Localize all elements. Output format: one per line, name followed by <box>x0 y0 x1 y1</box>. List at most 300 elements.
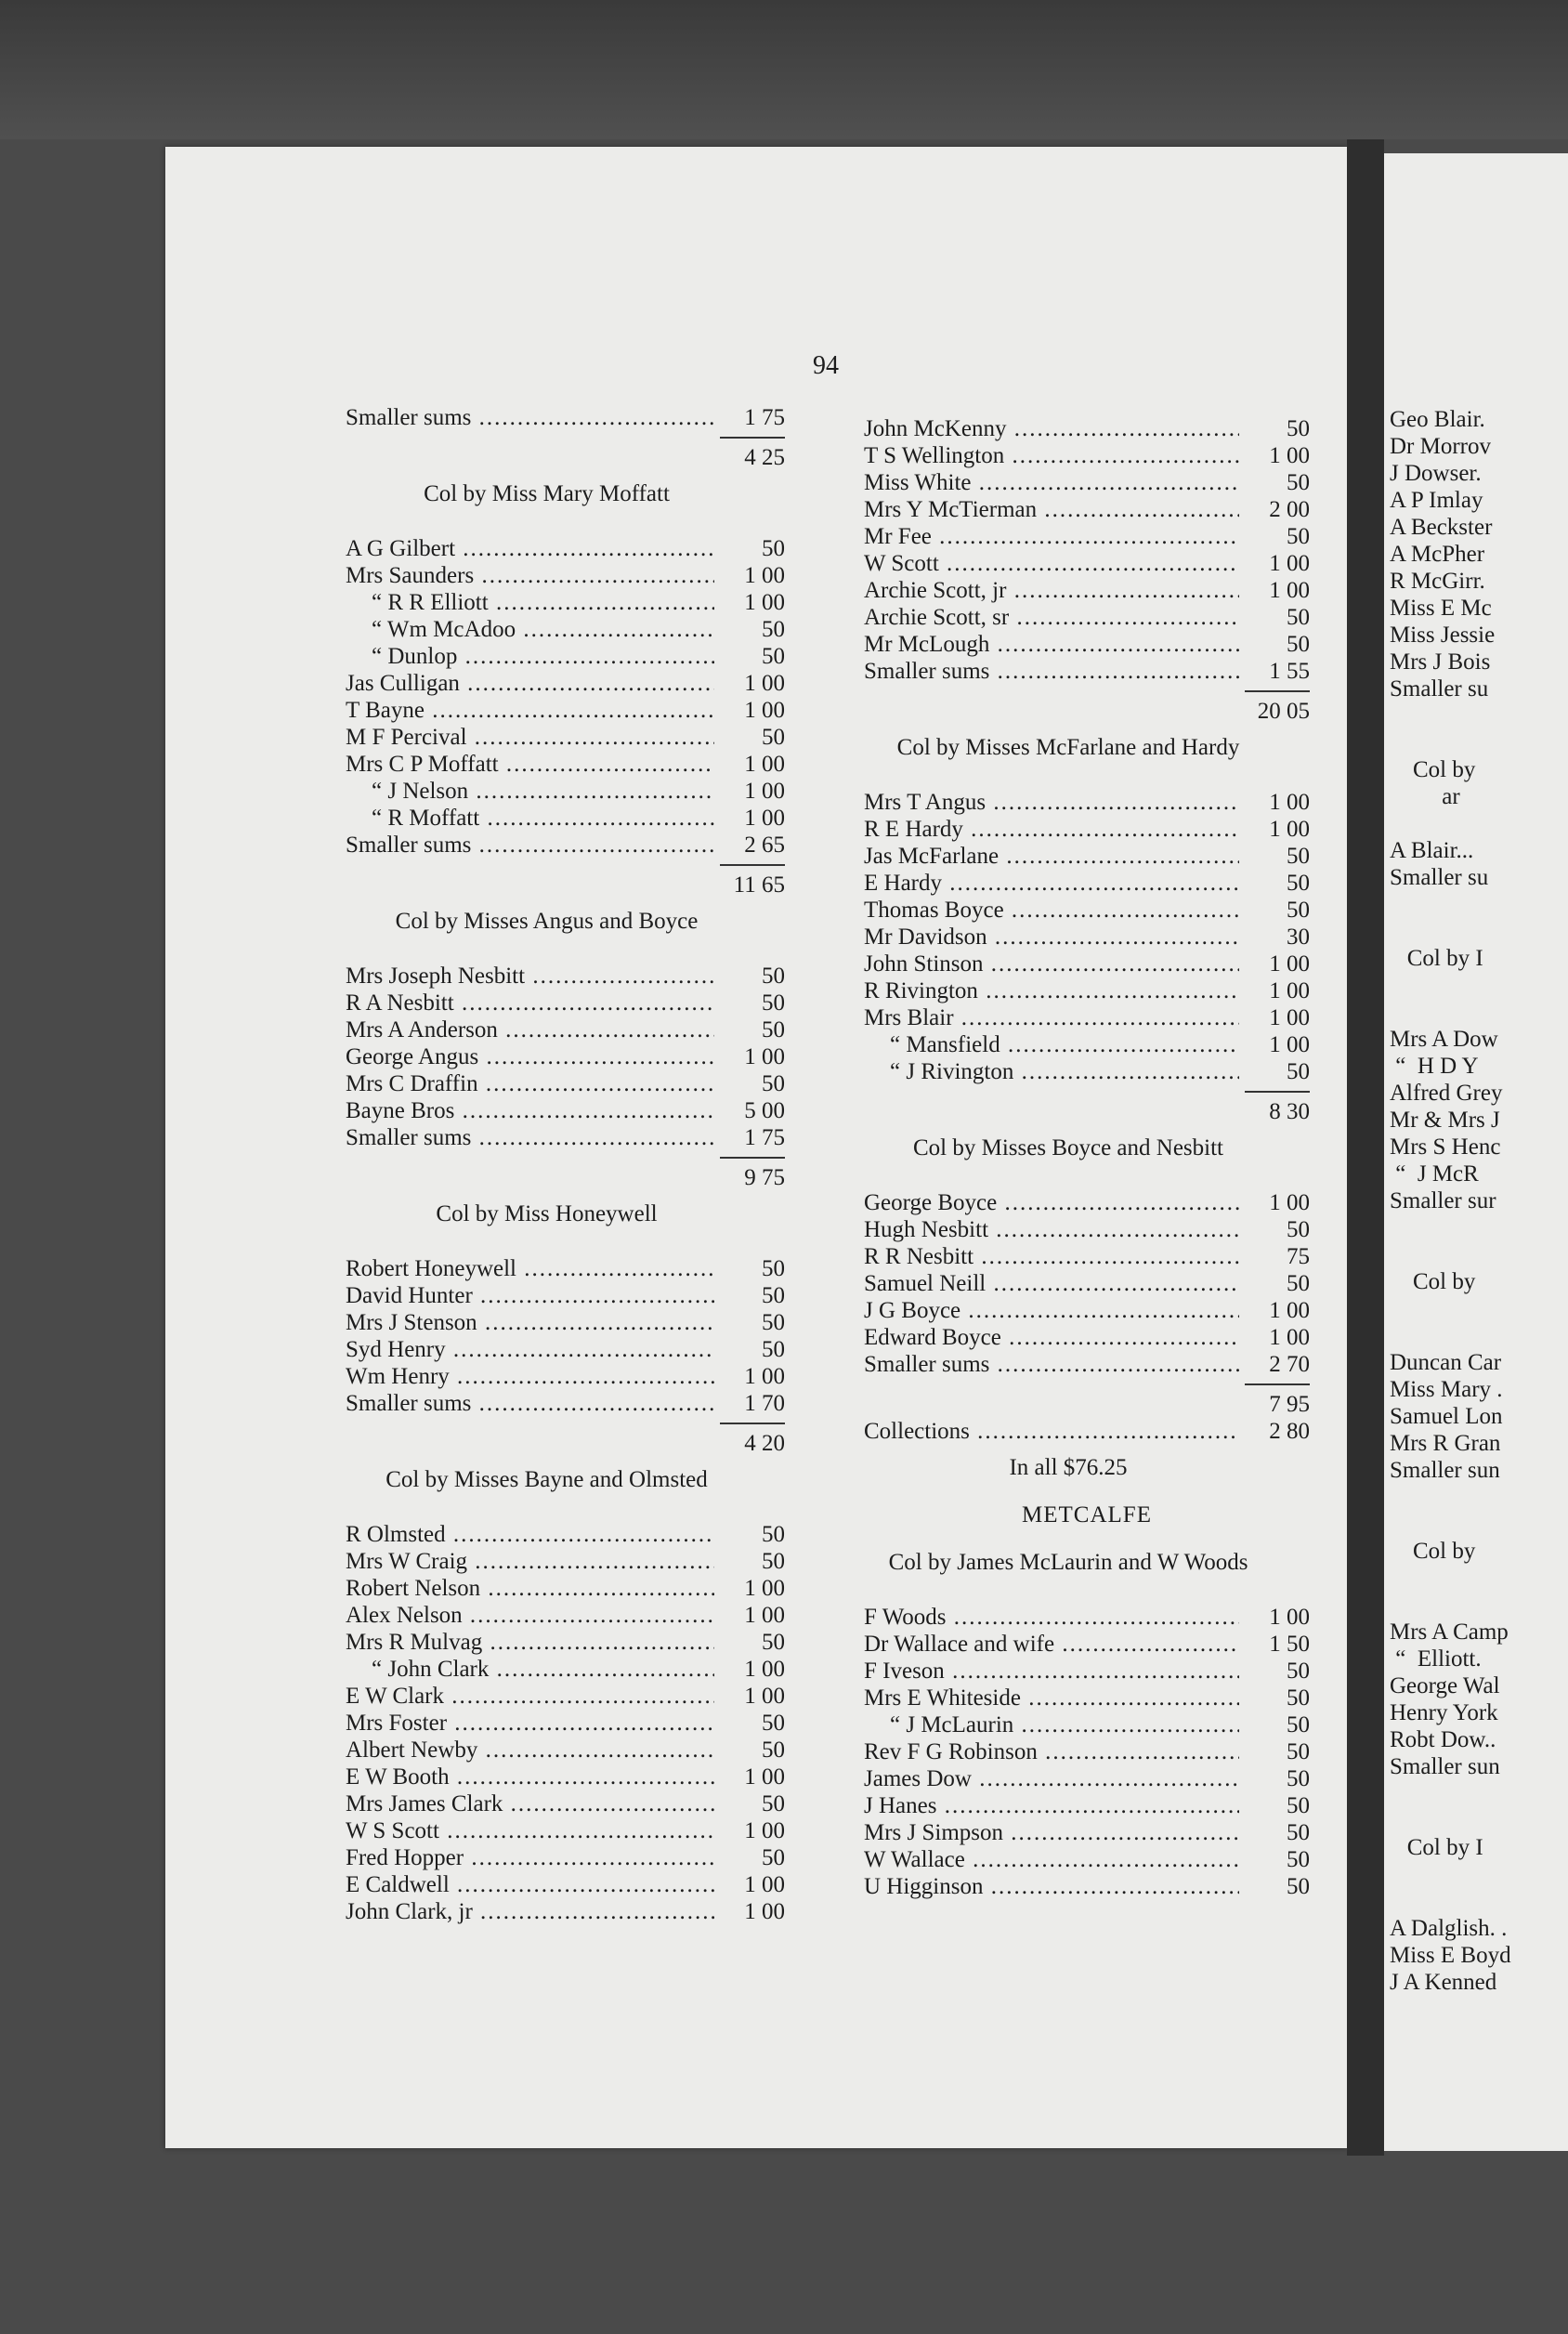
contributor-name: Smaller sums ..... <box>864 1351 1239 1378</box>
contributor-name: Smaller sums ..... <box>864 658 1239 685</box>
facing-page-line <box>1390 1511 1511 1538</box>
contributor-name: Mr Fee ..... <box>864 523 1239 550</box>
amount: 2 00 <box>1269 497 1310 522</box>
amount: 50 <box>762 1630 785 1655</box>
list-item <box>864 924 1310 951</box>
amount: 1 55 <box>1269 659 1310 684</box>
facing-page-line <box>1390 918 1511 945</box>
list-item <box>346 697 785 724</box>
facing-page-line <box>1390 891 1511 918</box>
amount: 50 <box>1287 524 1310 549</box>
middle-column <box>864 415 1310 1900</box>
contributor-name: J G Boyce ..... <box>864 1297 1239 1324</box>
amount: 50 <box>1287 1793 1310 1818</box>
contributor-name: Miss White ..... <box>864 469 1239 496</box>
contributor-name: Alex Nelson ..... <box>346 1602 714 1629</box>
list-item <box>346 1737 785 1764</box>
facing-page-line: Miss Jessie <box>1390 623 1496 648</box>
facing-page-text <box>1390 406 1511 1996</box>
amount: 1 00 <box>1269 1190 1310 1215</box>
list-item <box>864 442 1310 469</box>
contributor-name: Mrs C P Moffatt ..... <box>346 751 714 778</box>
list-item <box>346 1016 785 1043</box>
facing-page-line: A Blair... <box>1390 838 1474 863</box>
facing-page-line: “ H D Y <box>1390 1054 1479 1079</box>
amount: 50 <box>1287 1739 1310 1764</box>
facing-page-line: Col by <box>1390 1269 1476 1294</box>
facing-page-line: Samuel Lon <box>1390 1404 1503 1429</box>
facing-page-line: Smaller sun <box>1390 1754 1500 1779</box>
list-item <box>864 1418 1310 1445</box>
list-item <box>346 1898 785 1925</box>
contributor-name: E Hardy ..... <box>864 870 1239 897</box>
amount: 50 <box>1287 1766 1310 1791</box>
facing-page-line: Mrs A Camp <box>1390 1619 1509 1645</box>
amount: 1 00 <box>1269 551 1310 576</box>
scan-background-top <box>0 0 1568 139</box>
amount: 50 <box>762 964 785 989</box>
contributor-name: J Hanes ..... <box>864 1792 1239 1819</box>
list-item <box>346 990 785 1016</box>
contributor-name: Mrs Blair ..... <box>864 1004 1239 1031</box>
amount: 50 <box>1287 605 1310 630</box>
list-item <box>346 1255 785 1282</box>
facing-page-line: “ J McR <box>1390 1161 1479 1187</box>
facing-page-line: Col by I <box>1390 1835 1483 1860</box>
contributor-name: Jas Culligan ..... <box>346 670 714 697</box>
facing-page-line <box>1390 1861 1511 1888</box>
contributor-name: Mrs J Stenson ..... <box>346 1309 714 1336</box>
list-item <box>346 1683 785 1710</box>
amount: 1 00 <box>1269 578 1310 603</box>
list-item <box>346 643 785 670</box>
contributor-name: Robert Nelson ..... <box>346 1575 714 1602</box>
collector-heading: Col by Miss Honeywell <box>436 1201 658 1226</box>
contributor-name: Mrs James Clark ..... <box>346 1790 714 1817</box>
contributor-name: John Clark, jr ..... <box>346 1898 714 1925</box>
list-item <box>346 1097 785 1124</box>
contributor-name: R R Nesbitt ..... <box>864 1243 1239 1270</box>
contributor-name: Smaller sums ..... <box>346 1124 714 1151</box>
list-item <box>864 658 1310 685</box>
facing-page-line: Smaller sur <box>1390 1188 1496 1213</box>
amount: 1 00 <box>1269 1005 1310 1030</box>
contributor-name: “ Mansfield ..... <box>864 1031 1239 1058</box>
facing-page-line: George Wal <box>1390 1673 1500 1698</box>
amount: 50 <box>1287 1685 1310 1711</box>
amount: 1 00 <box>1269 978 1310 1003</box>
amount: 50 <box>762 1549 785 1574</box>
facing-page-line: Alfred Grey <box>1390 1081 1503 1106</box>
list-item <box>864 870 1310 897</box>
list-item <box>864 1846 1310 1873</box>
list-item <box>346 1656 785 1683</box>
amount: 50 <box>762 1071 785 1096</box>
amount: 5 00 <box>744 1098 785 1123</box>
facing-page-line <box>1390 972 1511 999</box>
list-item <box>346 751 785 778</box>
contributor-name: Hugh Nesbitt ..... <box>864 1216 1239 1243</box>
contributor-name: Smaller sums ..... <box>346 1390 714 1417</box>
amount: 1 00 <box>1269 1325 1310 1350</box>
amount: 50 <box>1287 1847 1310 1872</box>
list-item <box>864 1658 1310 1685</box>
facing-page-line <box>1390 1295 1511 1322</box>
contributor-name: Samuel Neill ..... <box>864 1270 1239 1297</box>
list-item <box>864 1031 1310 1058</box>
amount: 2 80 <box>1269 1419 1310 1444</box>
amount: 1 00 <box>744 671 785 696</box>
contributor-name: R A Nesbitt ..... <box>346 990 714 1016</box>
amount: 50 <box>1287 632 1310 657</box>
list-item <box>864 843 1310 870</box>
facing-page-line: A P Imlay <box>1390 488 1483 513</box>
amount: 50 <box>762 1737 785 1763</box>
facing-page-line: J Dowser. <box>1390 461 1482 486</box>
contributor-name: Archie Scott, jr ..... <box>864 577 1239 604</box>
contributor-name: “ R R Elliott ..... <box>346 589 714 616</box>
list-item <box>864 1738 1310 1765</box>
list-item <box>864 1297 1310 1324</box>
list-item <box>864 469 1310 496</box>
list-item <box>346 832 785 859</box>
amount: 50 <box>762 1845 785 1870</box>
collector-heading: In all $76.25 <box>1009 1455 1128 1480</box>
list-item <box>346 1124 785 1151</box>
contributor-name: John McKenny ..... <box>864 415 1239 442</box>
amount: 1 00 <box>744 1684 785 1709</box>
amount: 50 <box>1287 1659 1310 1684</box>
amount: 1 00 <box>744 1044 785 1069</box>
list-item <box>864 897 1310 924</box>
contributor-name: A G Gilbert ..... <box>346 535 714 562</box>
contributor-name: W Scott ..... <box>864 550 1239 577</box>
list-item <box>346 535 785 562</box>
amount: 75 <box>1287 1244 1310 1269</box>
facing-page-line: Duncan Car <box>1390 1350 1502 1375</box>
amount: 50 <box>1287 844 1310 869</box>
amount: 50 <box>762 1791 785 1816</box>
list-item <box>864 577 1310 604</box>
facing-page-line: Mrs R Gran <box>1390 1431 1501 1456</box>
facing-page-line <box>1390 999 1511 1026</box>
list-item <box>346 562 785 589</box>
facing-page-line <box>1390 1484 1511 1511</box>
list-item <box>346 670 785 697</box>
facing-page-line: Smaller sun <box>1390 1458 1500 1483</box>
contributor-name: Robert Honeywell ..... <box>346 1255 714 1282</box>
contributor-name: Mrs Y McTierman ..... <box>864 496 1239 523</box>
contributor-name: Thomas Boyce ..... <box>864 897 1239 924</box>
facing-page-line <box>1390 1888 1511 1915</box>
amount: 1 00 <box>744 779 785 804</box>
amount: 1 00 <box>1269 817 1310 842</box>
sum-rule <box>346 859 785 872</box>
contributor-name: W Wallace ..... <box>864 1846 1239 1873</box>
list-item <box>346 1629 785 1656</box>
subtotal: 4 20 <box>744 1431 785 1456</box>
contributor-name: Mrs E Whiteside ..... <box>864 1685 1239 1711</box>
subtotal: 7 95 <box>1269 1392 1310 1417</box>
facing-page-line <box>1390 1592 1511 1619</box>
amount: 1 70 <box>744 1391 785 1416</box>
collector-heading: Col by Misses McFarlane and Hardy <box>896 735 1240 760</box>
list-item <box>864 631 1310 658</box>
facing-page-line <box>1390 702 1511 729</box>
facing-page-line <box>1390 1322 1511 1349</box>
list-item <box>346 1363 785 1390</box>
list-item <box>346 1764 785 1790</box>
collector-heading: Col by Miss Mary Moffatt <box>424 481 670 506</box>
facing-page-line: A Dalglish. . <box>1390 1916 1508 1941</box>
facing-page-line <box>1390 729 1511 756</box>
contributor-name: Mr Davidson ..... <box>864 924 1239 951</box>
amount: 1 00 <box>744 1576 785 1601</box>
amount: 50 <box>1287 416 1310 441</box>
list-item <box>346 1575 785 1602</box>
facing-page-line: “ Elliott. <box>1390 1646 1482 1672</box>
contributor-name: “ Wm McAdoo ..... <box>346 616 714 643</box>
list-item <box>864 1711 1310 1738</box>
amount: 1 00 <box>744 1872 785 1897</box>
list-item <box>864 1819 1310 1846</box>
list-item <box>864 1004 1310 1031</box>
list-item <box>346 1336 785 1363</box>
amount: 1 00 <box>744 752 785 777</box>
list-item <box>864 1765 1310 1792</box>
facing-page-line: ar <box>1390 784 1460 809</box>
facing-page-line: A McPher <box>1390 542 1485 567</box>
list-item <box>346 1282 785 1309</box>
facing-page-line <box>1390 1807 1511 1834</box>
list-item <box>346 616 785 643</box>
amount: 1 00 <box>744 590 785 615</box>
subtotal: 11 65 <box>733 872 785 898</box>
amount: 50 <box>1287 1271 1310 1296</box>
amount: 50 <box>1287 1874 1310 1899</box>
contributor-name: E W Booth ..... <box>346 1764 714 1790</box>
contributor-name: U Higginson ..... <box>864 1873 1239 1900</box>
sum-rule <box>864 685 1310 698</box>
facing-page-line: Robt Dow.. <box>1390 1727 1496 1752</box>
list-item <box>346 1844 785 1871</box>
contributor-name: R E Hardy ..... <box>864 816 1239 843</box>
contributor-name: Bayne Bros ..... <box>346 1097 714 1124</box>
subtotal: 4 25 <box>744 445 785 470</box>
list-item <box>346 805 785 832</box>
contributor-name: M F Percival ..... <box>346 724 714 751</box>
facing-page-line: Mr & Mrs J <box>1390 1108 1500 1133</box>
list-item <box>346 589 785 616</box>
contributor-name: Mrs Foster ..... <box>346 1710 714 1737</box>
amount: 1 00 <box>744 1603 785 1628</box>
amount: 50 <box>1287 898 1310 923</box>
amount: 1 00 <box>1269 1032 1310 1057</box>
list-item <box>864 1685 1310 1711</box>
contributor-name: T Bayne ..... <box>346 697 714 724</box>
list-item <box>346 963 785 990</box>
facing-page-line: Mrs A Dow <box>1390 1027 1498 1052</box>
facing-page-line <box>1390 1241 1511 1268</box>
facing-page-line: Dr Morrov <box>1390 434 1492 459</box>
list-item <box>346 1548 785 1575</box>
list-item <box>864 1243 1310 1270</box>
amount: 50 <box>762 617 785 642</box>
facing-page-line: J A Kenned <box>1390 1970 1497 1995</box>
list-item <box>864 951 1310 977</box>
facing-page <box>1384 153 1568 2151</box>
sum-rule <box>864 1085 1310 1098</box>
contributor-name: E Caldwell ..... <box>346 1871 714 1898</box>
facing-page-line: A Beckster <box>1390 515 1493 540</box>
list-item <box>864 816 1310 843</box>
contributor-name: Mrs W Craig ..... <box>346 1548 714 1575</box>
facing-page-line: Smaller su <box>1390 865 1489 890</box>
list-item <box>346 1871 785 1898</box>
contributor-name: W S Scott ..... <box>346 1817 714 1844</box>
contributor-name: Archie Scott, sr ..... <box>864 604 1239 631</box>
facing-page-line <box>1390 1565 1511 1592</box>
contributor-name: Mrs T Angus ..... <box>864 789 1239 816</box>
amount: 50 <box>762 536 785 561</box>
facing-page-line <box>1390 1780 1511 1807</box>
amount: 50 <box>762 1337 785 1362</box>
amount: 50 <box>762 1310 785 1335</box>
list-item <box>864 1324 1310 1351</box>
list-item <box>864 496 1310 523</box>
contributor-name: “ John Clark ..... <box>346 1656 714 1683</box>
facing-page-line: Geo Blair. <box>1390 407 1485 432</box>
list-item <box>346 1602 785 1629</box>
list-item <box>864 977 1310 1004</box>
collector-heading: Col by Misses Boyce and Nesbitt <box>912 1135 1223 1160</box>
amount: 30 <box>1287 924 1310 950</box>
left-column <box>346 404 785 1925</box>
amount: 1 50 <box>1269 1632 1310 1657</box>
facing-page-line: Col by I <box>1390 946 1483 971</box>
contributor-name: “ J Rivington ..... <box>864 1058 1239 1085</box>
collector-heading: Col by Misses Bayne and Olmsted <box>385 1467 708 1492</box>
amount: 50 <box>1287 1820 1310 1845</box>
contributor-name: George Boyce ..... <box>864 1189 1239 1216</box>
subtotal: 9 75 <box>744 1165 785 1190</box>
list-item <box>864 1351 1310 1378</box>
section-title: METCALFE <box>1022 1502 1152 1528</box>
amount: 1 00 <box>744 806 785 831</box>
subtotal: 20 05 <box>1257 699 1310 724</box>
contributor-name: Smaller sums ..... <box>346 404 714 431</box>
facing-page-line <box>1390 1214 1511 1241</box>
list-item <box>864 1873 1310 1900</box>
amount: 2 65 <box>744 833 785 858</box>
amount: 50 <box>762 990 785 1016</box>
collector-heading: Col by James McLaurin and W Woods <box>888 1550 1248 1575</box>
amount: 50 <box>762 1711 785 1736</box>
contributor-name: F Iveson ..... <box>864 1658 1239 1685</box>
facing-page-line: Miss Mary . <box>1390 1377 1503 1402</box>
contributor-name: Mrs J Simpson ..... <box>864 1819 1239 1846</box>
list-item <box>346 404 785 431</box>
sum-rule <box>346 1417 785 1430</box>
amount: 1 00 <box>744 1899 785 1924</box>
list-item <box>346 1309 785 1336</box>
contributor-name: John Stinson ..... <box>864 951 1239 977</box>
contributor-name: Mr McLough ..... <box>864 631 1239 658</box>
contributor-name: Mrs C Draffin ..... <box>346 1070 714 1097</box>
contributor-name: Rev F G Robinson ..... <box>864 1738 1239 1765</box>
amount: 50 <box>1287 871 1310 896</box>
list-item <box>346 1390 785 1417</box>
list-item <box>864 1189 1310 1216</box>
contributor-name: R Olmsted ..... <box>346 1521 714 1548</box>
amount: 50 <box>762 725 785 750</box>
facing-page-line: R McGirr. <box>1390 569 1485 594</box>
contributor-name: “ J McLaurin ..... <box>864 1711 1239 1738</box>
contributor-name: Jas McFarlane ..... <box>864 843 1239 870</box>
amount: 1 00 <box>744 563 785 588</box>
amount: 1 00 <box>744 1364 785 1389</box>
amount: 50 <box>1287 1217 1310 1242</box>
contributor-name: Mrs Joseph Nesbitt ..... <box>346 963 714 990</box>
list-item <box>346 778 785 805</box>
amount: 50 <box>762 1256 785 1281</box>
amount: 1 00 <box>744 1818 785 1843</box>
amount: 1 00 <box>744 1657 785 1682</box>
subtotal: 8 30 <box>1269 1099 1310 1124</box>
amount: 1 00 <box>1269 443 1310 468</box>
list-item <box>864 1604 1310 1631</box>
facing-page-line: Mrs S Henc <box>1390 1134 1501 1160</box>
amount: 1 00 <box>1269 1605 1310 1630</box>
amount: 50 <box>1287 1059 1310 1084</box>
list-item <box>864 523 1310 550</box>
amount: 1 75 <box>744 405 785 430</box>
facing-page-line: Col by <box>1390 1539 1476 1564</box>
list-item <box>346 724 785 751</box>
contributor-name: R Rivington ..... <box>864 977 1239 1004</box>
contributor-name: T S Wellington ..... <box>864 442 1239 469</box>
list-item <box>864 550 1310 577</box>
sum-rule <box>346 431 785 444</box>
list-item <box>864 1631 1310 1658</box>
amount: 1 00 <box>744 1764 785 1790</box>
facing-page-line: Miss E Boyd <box>1390 1943 1511 1968</box>
amount: 50 <box>1287 470 1310 495</box>
sum-rule <box>864 1378 1310 1391</box>
list-item <box>346 1817 785 1844</box>
facing-page-line: Miss E Mc <box>1390 596 1492 621</box>
contributor-name: Mrs R Mulvag ..... <box>346 1629 714 1656</box>
contributor-name: “ J Nelson ..... <box>346 778 714 805</box>
amount: 1 00 <box>1269 951 1310 977</box>
list-item <box>864 604 1310 631</box>
list-item <box>864 1792 1310 1819</box>
contributor-name: Syd Henry ..... <box>346 1336 714 1363</box>
contributor-name: George Angus ..... <box>346 1043 714 1070</box>
list-item <box>864 1216 1310 1243</box>
contributor-name: Albert Newby ..... <box>346 1737 714 1764</box>
contributor-name: F Woods ..... <box>864 1604 1239 1631</box>
contributor-name: Collections ..... <box>864 1418 1239 1445</box>
amount: 1 75 <box>744 1125 785 1150</box>
amount: 50 <box>762 644 785 669</box>
contributor-name: Smaller sums ..... <box>346 832 714 859</box>
contributor-name: James Dow ..... <box>864 1765 1239 1792</box>
amount: 50 <box>762 1017 785 1042</box>
amount: 50 <box>762 1522 785 1547</box>
list-item <box>864 415 1310 442</box>
amount: 1 00 <box>1269 790 1310 815</box>
